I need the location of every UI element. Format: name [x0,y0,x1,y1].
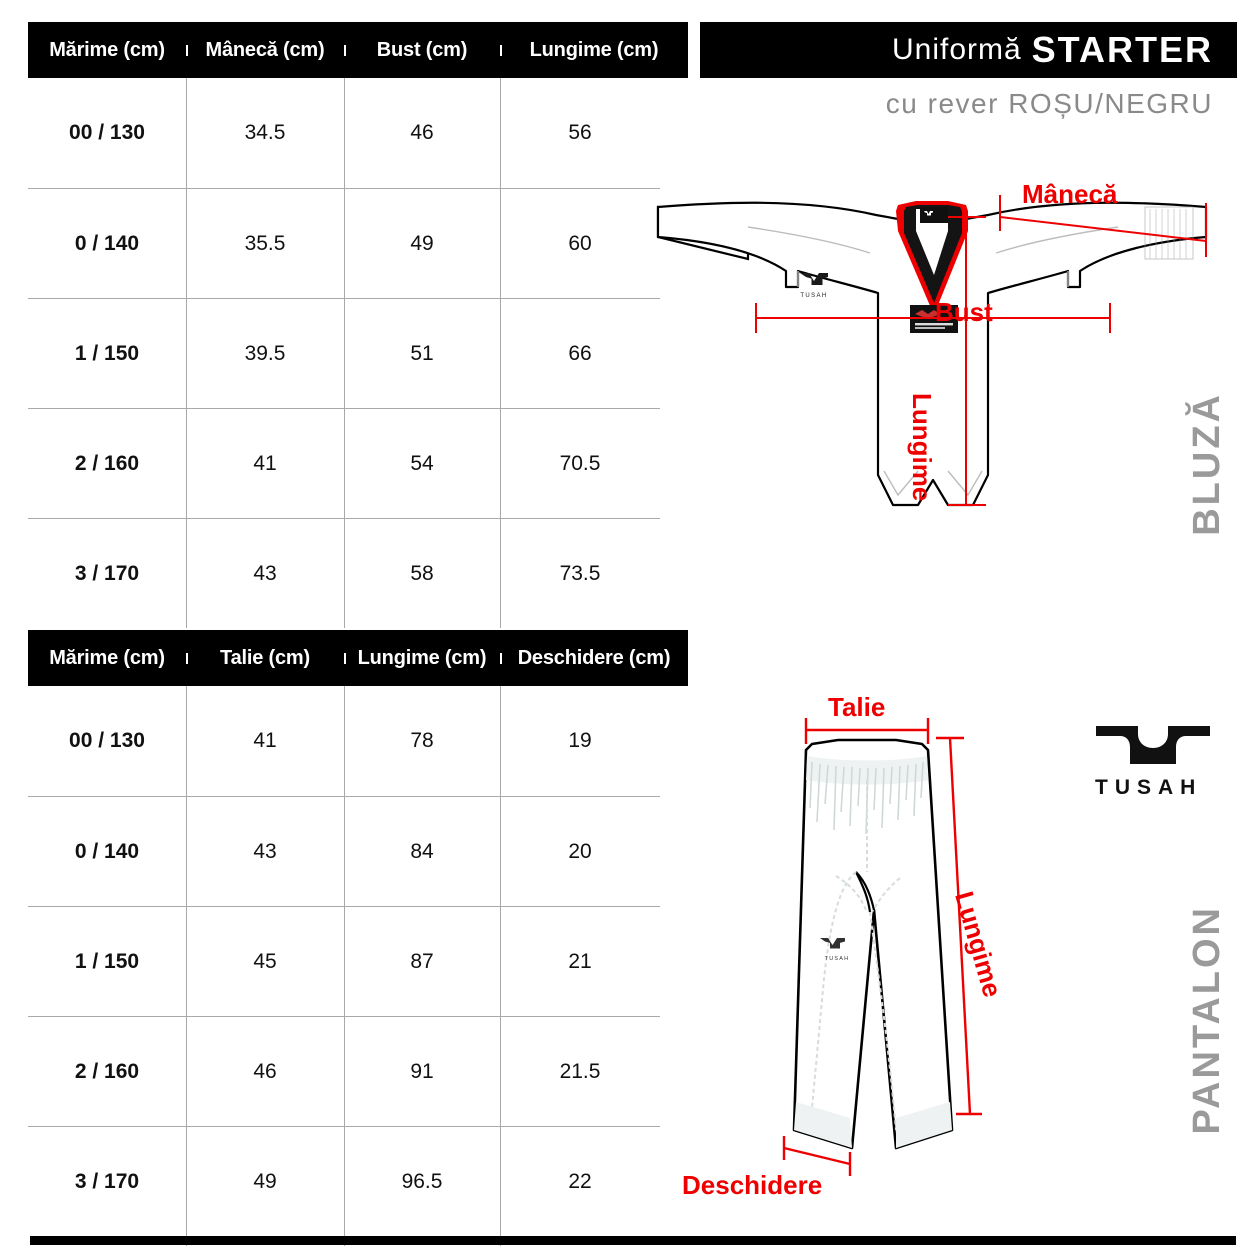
table-row [28,298,660,408]
jacket-cell-sleeve: 43 [253,561,277,585]
bottom-divider [30,1236,1236,1245]
pants-section-label: PANTALON [1186,905,1228,1135]
pants-cell-length: 96.5 [401,1169,443,1193]
jacket-cell-chest: 58 [410,561,434,585]
svg-text:TUSAH: TUSAH [800,293,828,299]
jacket-table-header-row [28,22,688,78]
title-band [700,22,1237,78]
pants-cell-opening: 21.5 [559,1059,601,1083]
pants-size-table [28,630,671,1230]
jacket-size-table [28,22,660,602]
jacket-col-header-2: Bust (cm) [344,39,500,62]
jacket-cell-sleeve: 34.5 [244,121,286,144]
pants-table-body [28,686,660,1236]
tusah-logo-icon [1094,722,1212,768]
pants-table-header-row [28,630,688,686]
pants-cell-length: 84 [410,839,434,863]
jacket-cell-size: 3 / 170 [74,561,140,585]
pants-cell-opening: 19 [568,729,592,752]
jacket-cell-size: 2 / 160 [74,451,140,475]
jacket-cell-size: 00 / 130 [69,121,145,144]
table-row [28,518,660,628]
pants-col-header-0: Mărime (cm) [49,646,165,669]
pants-cell-length: 78 [410,729,434,752]
pants-col-header-3: Deschidere (cm) [500,647,688,670]
table-row [28,686,660,796]
table-row [28,408,660,518]
pants-cell-opening: 22 [568,1169,592,1193]
pants-col-header-1: Talie (cm) [186,647,344,670]
jacket-cell-size: 1 / 150 [74,341,140,365]
pants-cell-size: 3 / 170 [74,1169,140,1193]
pants-cell-waist: 43 [253,839,277,863]
jacket-cell-chest: 51 [410,341,434,365]
jacket-cell-sleeve: 35.5 [244,231,286,255]
jacket-cell-chest: 54 [410,451,434,475]
table-row [28,1126,660,1236]
table-row [28,188,660,298]
pants-cell-waist: 49 [253,1169,277,1193]
pants-cell-size: 00 / 130 [69,729,145,752]
jacket-cell-length: 56 [568,121,592,144]
pants-cell-opening: 20 [568,839,592,863]
jacket-length-measure-label: Lungime [907,393,937,502]
jacket-drawing [648,175,1218,575]
jacket-cell-sleeve: 39.5 [244,341,286,365]
pants-cell-size: 1 / 150 [74,949,140,973]
table-row [28,906,660,1016]
pants-cell-size: 2 / 160 [74,1059,140,1083]
table-row [28,78,660,188]
title-light-text: Uniformă [891,33,1022,66]
jacket-cell-size: 0 / 140 [74,231,140,255]
table-row [28,796,660,906]
pants-opening-measure-label: Deschidere [682,1170,823,1200]
pants-cell-waist: 41 [253,729,277,752]
jacket-chest-measure-label: Bust [935,297,993,327]
pants-cell-length: 91 [410,1059,434,1083]
jacket-cell-chest: 46 [410,121,434,144]
jacket-col-header-3: Lungime (cm) [500,39,688,62]
pants-cell-size: 0 / 140 [74,839,140,863]
pants-waist-measure-label: Talie [828,692,886,722]
jacket-cell-length: 73.5 [559,561,601,585]
jacket-sleeve-measure-label: Mânecă [1022,179,1118,209]
pants-cell-length: 87 [410,949,434,973]
pants-length-measure-label: Lungime [949,888,1008,1001]
tusah-wordmark-text: TUSAH [1095,776,1203,799]
pants-illustration [660,692,1120,1220]
jacket-illustration [648,175,1218,575]
jacket-table-body [28,78,660,628]
subtitle-text: cu rever ROȘU/NEGRU [885,88,1213,119]
title-bold-text: STARTER [1031,29,1213,70]
pants-col-header-2: Lungime (cm) [344,647,500,670]
pants-cell-waist: 45 [253,949,277,973]
jacket-cell-length: 60 [568,231,592,255]
jacket-col-header-1: Mânecă (cm) [186,39,344,62]
jacket-cell-chest: 49 [410,231,434,255]
pants-cell-opening: 21 [568,949,592,973]
jacket-cell-sleeve: 41 [253,451,277,475]
jacket-section-label: BLUZĂ [1186,392,1228,536]
pants-cell-waist: 46 [253,1059,277,1083]
jacket-cell-length: 70.5 [559,451,601,475]
jacket-cell-length: 66 [568,341,592,365]
jacket-col-header-0: Mărime (cm) [49,38,165,61]
pants-drawing [660,700,1120,1220]
table-row [28,1016,660,1126]
tusah-logo-icon [800,273,828,299]
svg-text:TUSAH: TUSAH [824,956,850,962]
